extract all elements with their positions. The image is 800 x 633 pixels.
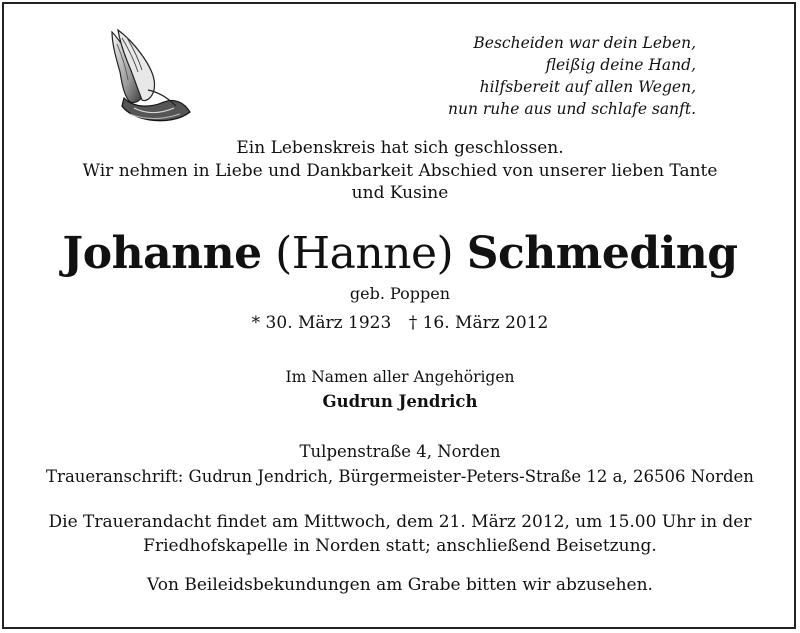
poem-line: fleißig deine Hand, [545,56,696,74]
signature-label: Im Namen aller Angehörigen [285,368,515,386]
praying-hands-icon [104,28,194,124]
service-line-1: Die Trauerandacht findet am Mittwoch, dem 21. März 2012, um 15.00 Uhr in der [48,512,752,532]
intro-line-2: Wir nehmen in Liebe und Dankbarkeit Abschied von unserer lieben Tante [82,160,718,181]
service-info [0,510,800,558]
poem-line: nun ruhe aus und schlafe sanft. [448,100,696,118]
service-line-2: Friedhofskapelle in Norden statt; anschließend Beisetzung. [143,536,657,556]
intro-line-1: Ein Lebenskreis hat sich geschlossen. [236,138,564,158]
death-date: † 16. März 2012 [408,313,549,333]
deceased-name [0,225,800,283]
intro-line-3: und Kusine [351,183,449,203]
address-line-2: Traueranschrift: Gudrun Jendrich, Bürgermeister-Peters-Straße 12 a, 26506 Norden [46,467,754,486]
last-name: Schmeding [466,228,738,279]
birth-date: * 30. März 1923 [251,313,392,333]
signature-name: Gudrun Jendrich [322,392,478,411]
life-dates [0,312,800,334]
closing-note: Von Beileidsbekundungen am Grabe bitten wir abzusehen. [147,575,653,595]
maiden-name: geb. Poppen [349,284,451,303]
intro-text [0,137,800,205]
poem-line: Bescheiden war dein Leben, [473,34,696,52]
nickname: (Hanne) [275,228,454,279]
address-line-1: Tulpenstraße 4, Norden [299,442,501,461]
poem [448,32,696,120]
first-name: Johanne [62,228,262,279]
poem-line: hilfsbereit auf allen Wegen, [479,78,696,96]
